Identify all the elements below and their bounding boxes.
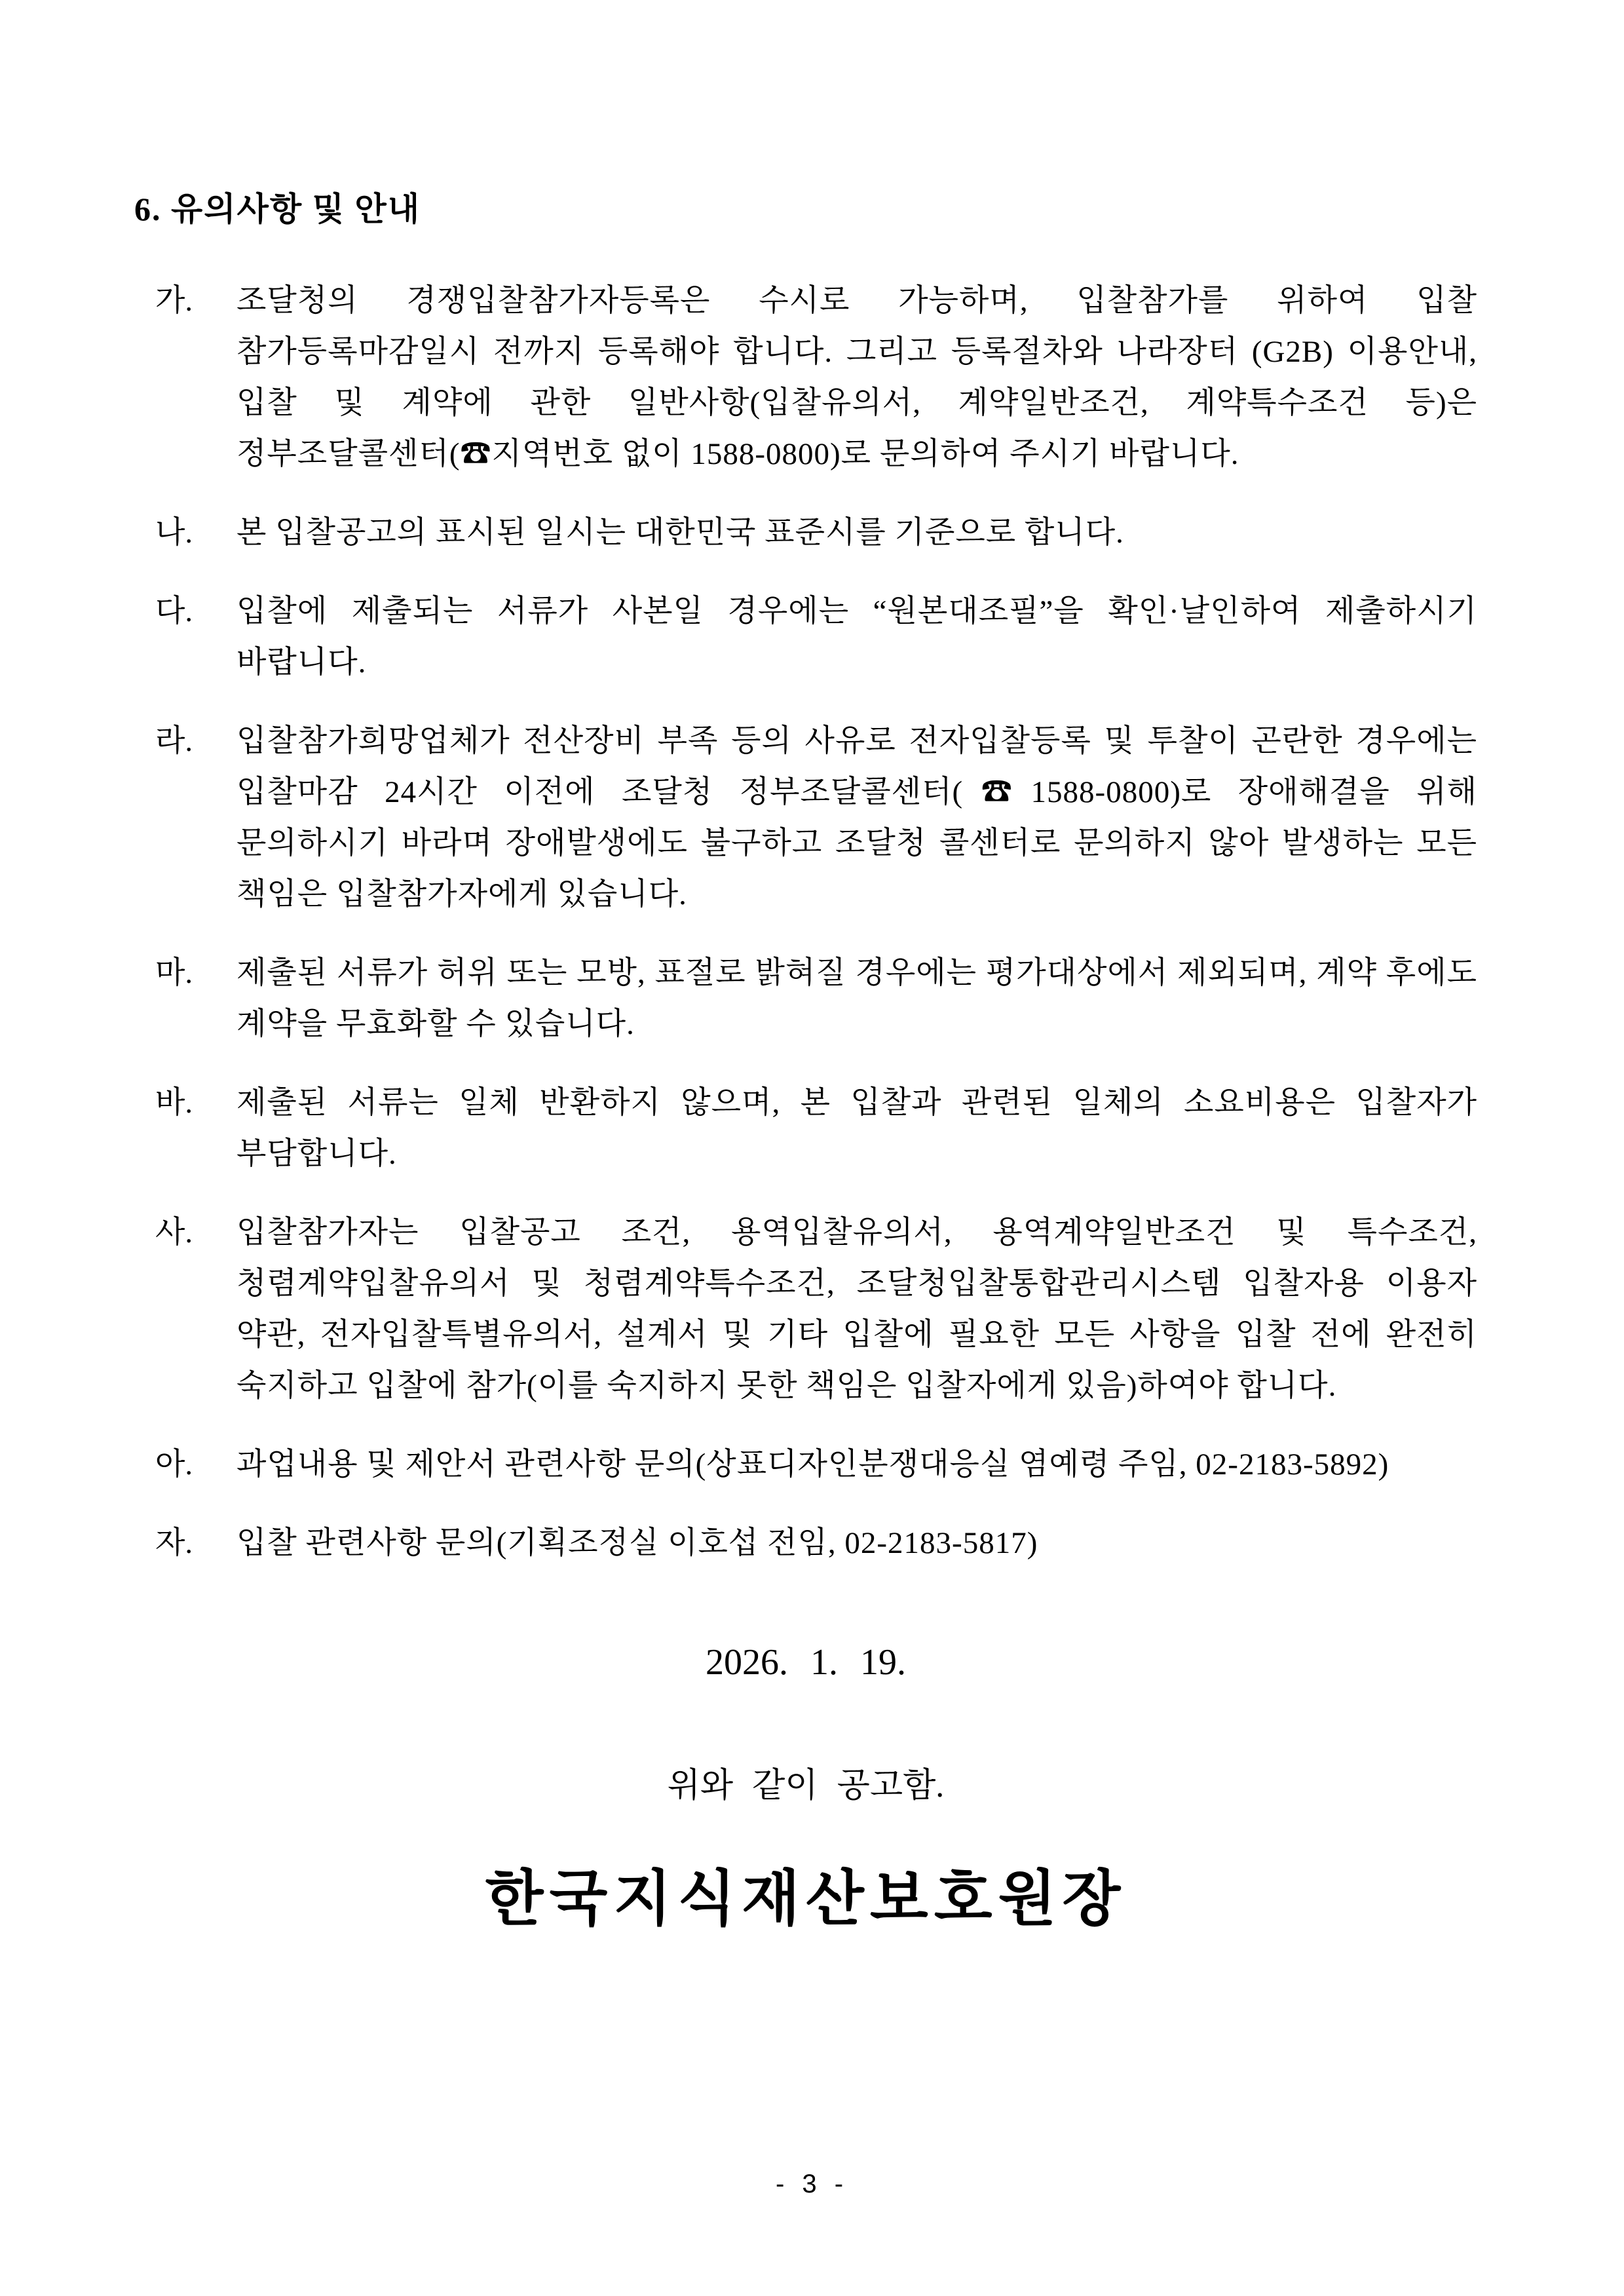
notice-item-ra [155,716,1477,920]
item-text: 입찰참가희망업체가 전산장비 부족 등의 사유로 전자입찰등록 및 투찰이 곤란한 경우에는 입찰마감 24시간 이전에 조달청 정부조달콜센터(☎1588-0800)로 장애해결을 위해 문의하시기 바라며 장애발생에도 불구하고 조달청 콜센터로 문의하지 않아 발생하는 모든 책임은 입찰참가자에게 있습니다. [236,724,1477,911]
item-text: 과업내용 및 제안서 관련사항 문의(상표디자인분쟁대응실 염예령 주임, 02-2183-5892) [236,1447,1389,1482]
item-text: 조달청의 경쟁입찰참가자등록은 수시로 가능하며, 입찰참가를 위하여 입찰 참가등록마감일시 전까지 등록해야 합니다. 그리고 등록절차와 나라장터 (G2B) 이용안내, 입찰 및 계약에 관한 일반사항(입찰유의서, 계약일반조건, 계약특수조건 등)은 정부조달콜센터(☎지역번호 없이 1588-0800)로 문의하여 주시기 바랍니다. [236,284,1477,471]
item-label: 바. [155,1086,193,1120]
notice-item-a [155,1439,1477,1490]
item-label: 나. [155,516,193,550]
notice-list [155,275,1477,1569]
notice-item-ja [155,1518,1477,1569]
notice-item-na [155,507,1477,558]
item-text: 본 입찰공고의 표시된 일시는 대한민국 표준시를 기준으로 합니다. [236,516,1124,550]
announcement-statement: 위와 같이 공고함. [667,1767,945,1805]
item-label: 가. [155,284,193,318]
section-heading: 6. 유의사항 및 안내 [134,191,421,227]
item-text: 제출된 서류가 허위 또는 모방, 표절로 밝혀질 경우에는 평가대상에서 제외되며, 계약 후에도 계약을 무효화할 수 있습니다. [236,956,1477,1041]
item-text: 제출된 서류는 일체 반환하지 않으며, 본 입찰과 관련된 일체의 소요비용은 입찰자가 부담합니다. [236,1086,1477,1171]
item-text: 입찰 관련사항 문의(기획조정실 이호섭 전임, 02-2183-5817) [236,1526,1038,1560]
item-label: 다. [155,594,193,628]
item-text: 입찰에 제출되는 서류가 사본일 경우에는 “원본대조필”을 확인·날인하여 제출하시기 바랍니다. [236,594,1477,679]
page-number: - 3 - [775,2170,849,2198]
item-label: 아. [155,1447,193,1482]
notice-item-da [155,586,1477,688]
notice-item-ba [155,1077,1477,1179]
item-text: 입찰참가자는 입찰공고 조건, 용역입찰유의서, 용역계약일반조건 및 특수조건, 청렴계약입찰유의서 및 청렴계약특수조건, 조달청입찰통합관리시스템 입찰자용 이용자 약관, 전자입찰특별유의서, 설계서 및 기타 입찰에 필요한 모든 사항을 입찰 전에 완전히 숙지하고 입찰에 참가(이를 숙지하지 못한 책임은 입찰자에게 있음)하여야 합니다. [236,1215,1477,1403]
announcement-date: 2026. 1. 19. [706,1642,906,1683]
item-label: 사. [155,1215,193,1250]
notice-item-sa [155,1207,1477,1411]
notice-item-ga [155,275,1477,480]
item-label: 마. [155,956,193,990]
signer-title: 한국지식재산보호원장 [485,1866,1127,1932]
notice-item-ma [155,947,1477,1050]
item-label: 자. [155,1526,193,1560]
item-label: 라. [155,724,193,758]
